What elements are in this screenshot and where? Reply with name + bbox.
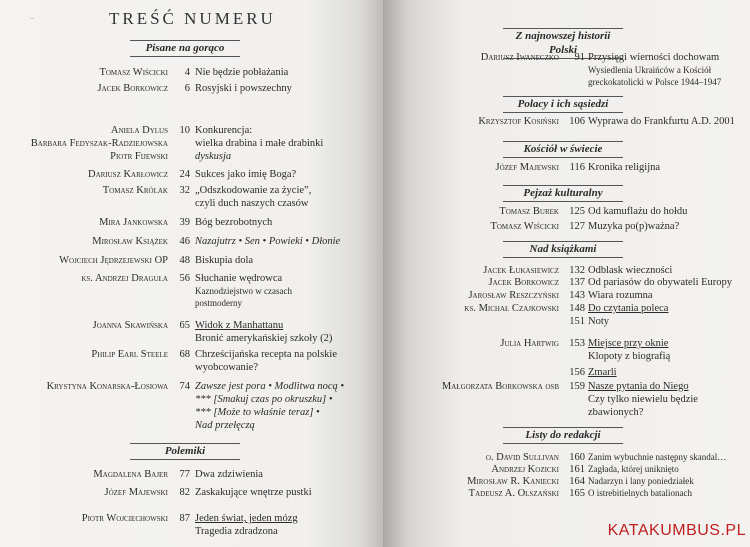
- entry-page-number: 116: [569, 162, 585, 173]
- entry-author: Tomasz Królak: [102, 185, 168, 196]
- entry-title-line: Konkurencja:: [195, 125, 253, 136]
- section-rule-bottom: [130, 459, 240, 460]
- entry-page-number: 165: [569, 488, 585, 499]
- section-heading: [503, 427, 623, 444]
- entry-author: Tomasz Burek: [499, 206, 559, 217]
- section-rule-bottom: [503, 443, 623, 444]
- entry-title-line: wyobcowanie?: [195, 362, 258, 373]
- entry-author: Dariusz Iwaneczko: [480, 52, 559, 63]
- entry-author: Piotr Wojciechowski: [81, 513, 168, 524]
- entry-page-number: 4: [184, 67, 190, 78]
- entry-title-line: Od kamuflażu do hołdu: [588, 206, 688, 217]
- entry-page-number: 153: [569, 338, 585, 349]
- entry-author: Magdalena Bajer: [93, 469, 168, 480]
- section-heading: [503, 141, 623, 158]
- entry-title-line: Muzyka po(p)ważna?: [588, 221, 680, 232]
- entry-title-line: Zagłada, której uniknięto: [588, 464, 679, 474]
- entry-author: Mira Jankowska: [99, 217, 168, 228]
- entry-page-number: 161: [569, 464, 585, 475]
- entry-title-line: Czy tylko niewielu będzie: [588, 394, 698, 405]
- entry-title-line: Przysięgi wierności dochowam: [588, 52, 720, 63]
- entry-author: Piotr Fijewski: [110, 151, 168, 162]
- entry-page-number: 82: [179, 487, 190, 498]
- entry-page-number: 68: [179, 349, 190, 360]
- entry-author: Jarosław Reszczyński: [468, 290, 559, 301]
- entry-title-line: Bóg bezrobotnych: [195, 217, 273, 228]
- entry-author: o. David Sullivan: [485, 452, 559, 463]
- section-heading-text: Pejzaż kulturalny: [523, 187, 603, 199]
- entry-title-line: Noty: [588, 316, 609, 327]
- entry-page-number: 39: [179, 217, 190, 228]
- entry-author: Józef Majewski: [104, 487, 168, 498]
- entry-page-number: 164: [569, 476, 585, 487]
- entry-title-line: wielka drabina i małe drabinki: [195, 138, 324, 149]
- entry-page-number: 156: [569, 367, 585, 378]
- entry-page-number: 77: [179, 469, 190, 480]
- entry-author: Julia Hartwig: [500, 338, 559, 349]
- section-heading: [503, 185, 623, 202]
- entry-page-number: 106: [569, 116, 585, 127]
- entry-title-line: czyli duch naszych czasów: [195, 198, 309, 209]
- entry-author: ks. Michał Czajkowski: [464, 303, 559, 314]
- entry-title-line[interactable]: Zmarli: [588, 367, 617, 378]
- entry-title-line: greckokatolicki w Polsce 1944–1947: [588, 77, 722, 87]
- section-heading-text: Pisane na gorąco: [145, 42, 225, 54]
- section-heading-text: Nad książkami: [529, 243, 597, 255]
- entry-author: Małgorzata Borkowska osb: [441, 381, 559, 392]
- entry-page-number: 56: [179, 273, 190, 284]
- section-heading: [503, 96, 623, 113]
- entry-title-line[interactable]: Miejsce przy oknie: [588, 338, 669, 349]
- entry-title-line: *** [Może to właśnie teraz] •: [195, 407, 320, 418]
- entry-title-line: Od pariasów do obywateli Europy: [588, 277, 733, 288]
- watermark: KATAKUMBUS.PL: [607, 522, 746, 539]
- entry-author: Jacek Borkowicz: [97, 83, 168, 94]
- entry-author: Jacek Łukasiewicz: [483, 265, 559, 276]
- entry-title-line: Kaznodziejstwo w czasach: [195, 286, 292, 296]
- section-rule-bottom: [503, 112, 623, 113]
- entry-author: Krystyna Konarska-Łosiowa: [46, 381, 168, 392]
- entry-title-line: dyskusja: [195, 151, 232, 162]
- section-heading-text: Polemiki: [164, 445, 206, 457]
- entry-author: Krzysztof Kosiński: [478, 116, 559, 127]
- section-heading-text: Polacy i ich sąsiedzi: [517, 98, 609, 110]
- section-heading: [130, 443, 240, 460]
- section-rule-bottom: [503, 157, 623, 158]
- entry-author: Andrzej Kozicki: [491, 464, 559, 475]
- entry-title-line[interactable]: Do czytania poleca: [588, 303, 669, 314]
- entry-page-number: 148: [569, 303, 585, 314]
- entry-page-number: 65: [179, 320, 190, 331]
- entry-title-line: Rosyjski i powszechny: [195, 83, 292, 94]
- entry-author: Philip Earl Steele: [91, 349, 168, 360]
- entry-title-line: Tragedia zdradzona: [195, 526, 278, 537]
- entry-title-line: Zawsze jest pora • Modlitwa nocą •: [195, 381, 345, 392]
- page-title: TREŚĆ NUMERU: [109, 9, 276, 28]
- entry-page-number: 32: [179, 185, 190, 196]
- entry-title-line: Biskupia dola: [195, 255, 254, 266]
- entry-page-number: 87: [179, 513, 190, 524]
- entry-title-line: Chrześcijańska recepta na polskie: [195, 349, 337, 360]
- section-rule-bottom: [130, 56, 240, 57]
- section-heading: [130, 40, 240, 57]
- entry-page-number: 137: [569, 277, 585, 288]
- entry-author: Mirosław Książek: [92, 236, 168, 247]
- entry-title-line[interactable]: Jeden świat, jeden mózg: [195, 513, 298, 524]
- entry-title-line: *** [Smakuj czas po okruszku] •: [195, 394, 333, 405]
- entry-title-line: Odblask wieczności: [588, 265, 673, 276]
- entry-page-number: 6: [184, 83, 190, 94]
- entry-page-number: 46: [179, 236, 190, 247]
- section-rule-bottom: [503, 257, 623, 258]
- entry-author: Barbara Fedyszak-Radziejowska: [30, 138, 168, 149]
- entry-page-number: 91: [574, 52, 585, 63]
- entry-title-line: Wysiedlenia Ukraińców a Kościół: [588, 65, 712, 75]
- entry-title-line: Nie będzie pobłażania: [195, 67, 289, 78]
- entry-author: Tomasz Wiścicki: [490, 221, 559, 232]
- section-heading-text: Kościół w świecie: [523, 143, 603, 155]
- entry-page-number: 74: [179, 381, 190, 392]
- entry-title-line: „Odszkodowanie za życie”,: [195, 185, 312, 196]
- entry-page-number: 151: [569, 316, 585, 327]
- entry-page-number: 127: [569, 221, 585, 232]
- entry-page-number: 10: [179, 125, 190, 136]
- entry-author: Mirosław R. Kaniecki: [467, 476, 559, 487]
- entry-title-line: Kronika religijna: [588, 162, 661, 173]
- entry-page-number: 143: [569, 290, 585, 301]
- entry-author: ks. Andrzej Draguła: [81, 273, 168, 284]
- section-heading: [503, 241, 623, 258]
- entry-title-line[interactable]: Widok z Manhattanu: [195, 320, 284, 331]
- entry-title-line: O istrebitielnych batalionach: [588, 488, 692, 498]
- entry-page-number: 160: [569, 452, 585, 463]
- entry-author: Tadeusz A. Olszański: [468, 488, 559, 499]
- entry-title-line: Sukces jako imię Boga?: [195, 169, 297, 180]
- entry-author: Wojciech Jędrzejewski OP: [59, 255, 168, 266]
- entry-page-number: 125: [569, 206, 585, 217]
- entry-title-line: Nad przełęczą: [195, 420, 255, 431]
- entry-title-line: Wiara rozumna: [588, 290, 653, 301]
- page-mark: −: [30, 14, 35, 23]
- entry-title-line: Klopoty z biografią: [588, 351, 671, 362]
- entry-page-number: 24: [179, 169, 190, 180]
- entry-title-line: postmoderny: [195, 298, 242, 308]
- entry-page-number: 48: [179, 255, 190, 266]
- entry-author: Tomasz Wiścicki: [99, 67, 168, 78]
- entry-title-line: Nadarzyn i lany poniedziałek: [588, 476, 694, 486]
- entry-title-line: Wyprawa do Frankfurtu A.D. 2001: [588, 116, 735, 127]
- entry-author: Aniela Dylus: [110, 125, 168, 136]
- entry-page-number: 159: [569, 381, 585, 392]
- entry-title-line[interactable]: Nasze pytania do Niego: [588, 381, 689, 392]
- entry-title-line: Zaskakujące wnętrze pustki: [195, 487, 312, 498]
- entry-page-number: 132: [569, 265, 585, 276]
- entry-title-line: Bronić amerykańskiej szkoły (2): [195, 333, 333, 344]
- entry-title-line: Zanim wybuchnie następny skandal…: [588, 452, 727, 462]
- right-page: [383, 0, 750, 547]
- entry-author: Jacek Borkowicz: [488, 277, 559, 288]
- entry-author: Józef Majewski: [495, 162, 559, 173]
- section-heading-text: Listy do redakcji: [525, 429, 601, 441]
- entry-title-line: Nazajutrz • Sen • Powieki • Dłonie: [195, 236, 341, 247]
- entry-title-line: Słuchanie wędrowca: [195, 273, 283, 284]
- entry-title-line: Dwa zdziwienia: [195, 469, 263, 480]
- entry-title-line: zbawionych?: [588, 407, 644, 418]
- section-heading-text: Z najnowszej historii Polski: [515, 30, 611, 56]
- section-rule-bottom: [503, 201, 623, 202]
- entry-author: Joanna Skawińska: [92, 320, 168, 331]
- entry-author: Dariusz Karłowicz: [87, 169, 168, 180]
